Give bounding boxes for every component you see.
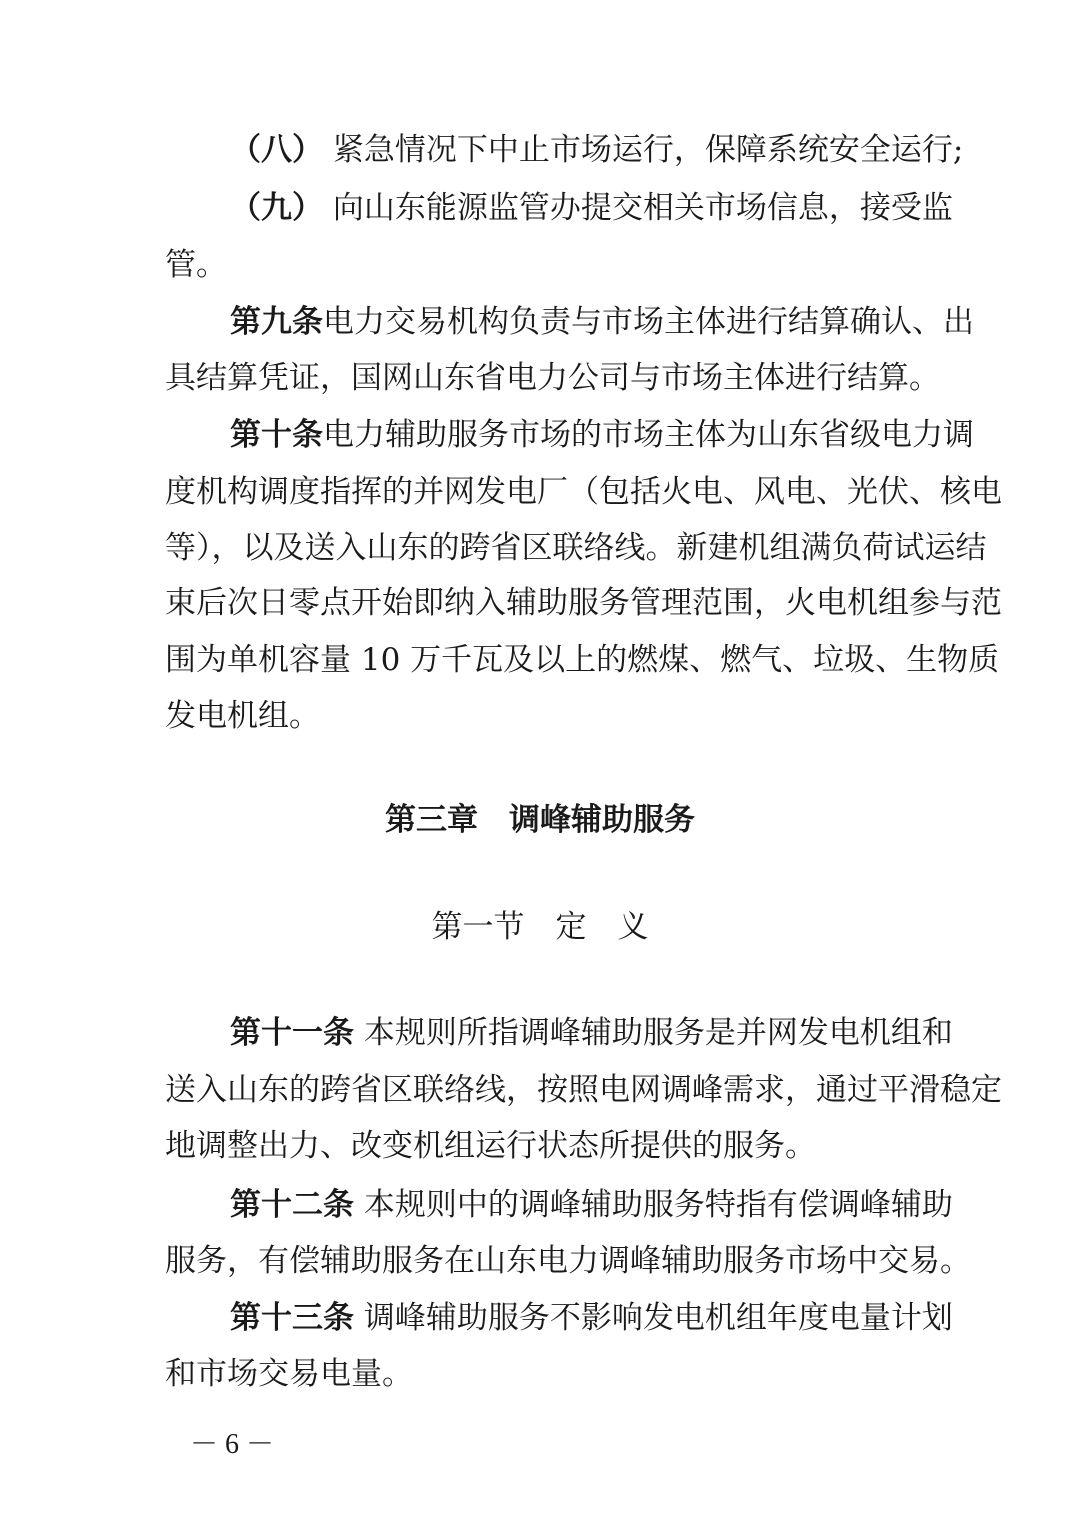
text-line bbox=[230, 130, 964, 170]
text-line bbox=[165, 1126, 915, 1166]
article-label: 第十三条 bbox=[230, 1300, 354, 1336]
text-line bbox=[165, 472, 1002, 512]
line-text: 向山东能源监管办提交相关市场信息，接受监 bbox=[323, 190, 953, 226]
text-line bbox=[165, 1354, 915, 1394]
text-line bbox=[165, 1241, 971, 1281]
section-heading: 第一节 定 义 bbox=[431, 909, 649, 945]
article-label: 第九条 bbox=[230, 304, 323, 340]
line-text: 送入山东的跨省区联络线，按照电网调峰需求，通过平滑稳定 bbox=[165, 1072, 1002, 1108]
text-line bbox=[165, 528, 987, 568]
text-line bbox=[230, 1185, 953, 1225]
line-text: 本规则所指调峰辅助服务是并网发电机组和 bbox=[354, 1015, 953, 1051]
line-text: 围为单机容量 10 万千瓦及以上的燃煤、燃气、垃圾、生物质 bbox=[165, 642, 1000, 678]
chapter-heading: 第三章 调峰辅助服务 bbox=[385, 802, 695, 838]
line-text: 电力交易机构负责与市场主体进行结算确认、出 bbox=[323, 304, 974, 340]
line-text: 紧急情况下中止市场运行，保障系统安全运行; bbox=[323, 132, 964, 168]
text-line bbox=[230, 302, 974, 342]
line-text: 和市场交易电量。 bbox=[165, 1356, 413, 1392]
article-label: 第十条 bbox=[230, 417, 323, 453]
line-text: 束后次日零点开始即纳入辅助服务管理范围，火电机组参与范 bbox=[165, 585, 1002, 621]
text-line bbox=[165, 245, 915, 285]
text-line bbox=[165, 358, 940, 398]
line-text: 度机构调度指挥的并网发电厂（包括火电、风电、光伏、核电 bbox=[165, 474, 1002, 510]
line-text: 地调整出力、改变机组运行状态所提供的服务。 bbox=[165, 1128, 816, 1164]
line-text: 发电机组。 bbox=[165, 698, 320, 734]
article-label: 第十一条 bbox=[230, 1015, 354, 1051]
text-line bbox=[230, 1013, 953, 1053]
text-line bbox=[165, 583, 1002, 623]
text-line bbox=[230, 188, 953, 228]
text-line bbox=[230, 415, 974, 455]
item-label: （八） bbox=[230, 132, 323, 168]
article-label: 第十二条 bbox=[230, 1187, 354, 1223]
line-text: 等），以及送入山东的跨省区联络线。新建机组满负荷试运结 bbox=[165, 530, 987, 566]
line-text: 管。 bbox=[165, 247, 227, 283]
line-text: 调峰辅助服务不影响发电机组年度电量计划 bbox=[354, 1300, 953, 1336]
item-label: （九） bbox=[230, 190, 323, 226]
text-line bbox=[230, 1298, 953, 1338]
line-text: 本规则中的调峰辅助服务特指有偿调峰辅助 bbox=[354, 1187, 953, 1223]
line-text: 服务，有偿辅助服务在山东电力调峰辅助服务市场中交易。 bbox=[165, 1243, 971, 1279]
text-line bbox=[165, 640, 1000, 680]
text-line bbox=[165, 696, 915, 736]
text-line bbox=[165, 1070, 1002, 1110]
line-text: 电力辅助服务市场的市场主体为山东省级电力调 bbox=[323, 417, 974, 453]
line-text: 具结算凭证，国网山东省电力公司与市场主体进行结算。 bbox=[165, 360, 940, 396]
page-number: － 6 － bbox=[190, 1429, 275, 1460]
